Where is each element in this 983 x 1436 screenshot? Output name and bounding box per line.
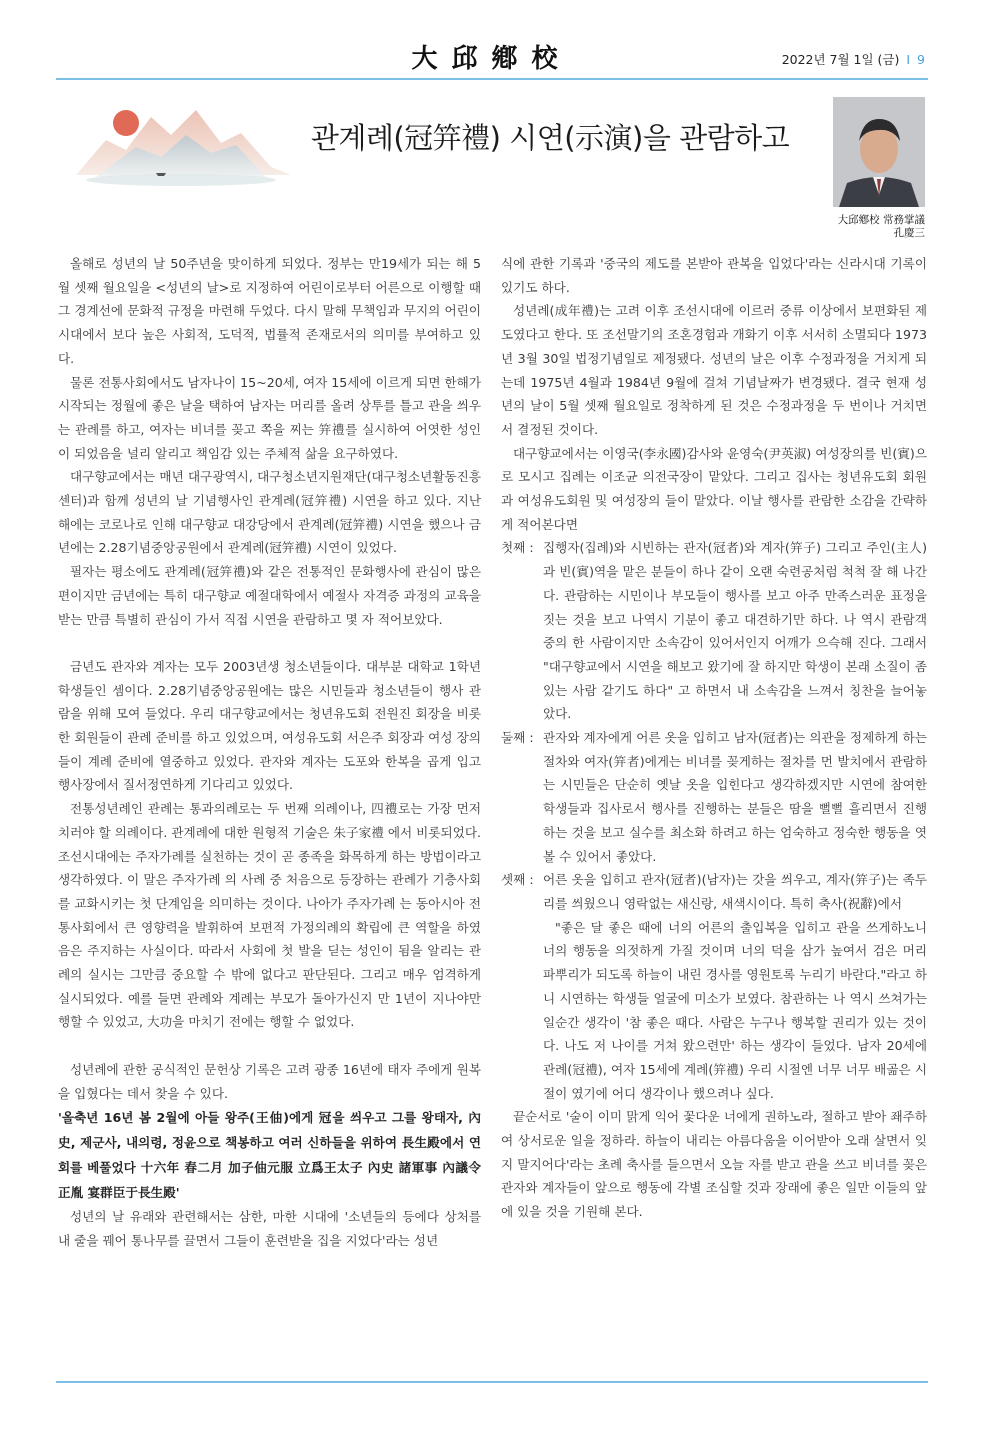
historical-quote: '올축년 16년 봄 2월에 아들 왕주(王伷)에게 冠을 씌우고 그를 왕태자, 內史, 제군사, 내의령, 정윤으로 책봉하고 여러 신하들을 위하여 長生殿에서 연회를 베풀었다 十六年 春二月 加子伷元服 立爲王太子 內史 諸軍事 內議令 正胤 宴群臣于長生殿' — [58, 1110, 481, 1201]
list-item-label: 첫째 : — [501, 540, 534, 556]
issue-date: 2022년 7월 1일 (금) — [781, 52, 900, 67]
list-item-first — [501, 536, 927, 726]
list-item-label: 셋째 : — [501, 872, 534, 888]
list-item-label: 둘째 : — [501, 730, 534, 746]
author-caption — [838, 214, 925, 240]
paragraph: 식에 관한 기록과 '중국의 제도를 본받아 관복을 입었다'라는 신라시대 기록이 있기도 하다. — [501, 256, 927, 295]
list-item-text: 어른 옷을 입히고 관자(冠者)(남자)는 갓을 씌우고, 계자(笄子)는 족두리를 씌웠으니 영락없는 새신랑, 새색시이다. 특히 축사(祝辭)에서 — [543, 872, 927, 911]
page-number: 9 — [917, 52, 925, 67]
blessing-quote: "좋은 달 좋은 때에 너의 어른의 출입복을 입히고 관을 쓰게하노니 너의 행동을 의젓하게 가질 것이며 너의 덕을 삼가 높여서 검은 머리 파뿌리가 되도록 하늘이 내린 경사를 영원토록 누리기 바란다."라고 하니 시연하는 학생들 얼굴에 미소가 보였다. 참관하는 나 역시 쓰쳐가는 일순간 생각이 '참 좋은 때다. 사람은 누구나 행복할 권리가 있는 것이다. 나도 저 나이를 거쳐 왔으련만' 하는 생각이 들었다. 남자 20세에 관례(冠禮), 여자 15세에 계례(笄禮) 우리 시절엔 너무 너무 배곪은 시절이 였기에 어디 생각이나 했으려나 싶다. — [543, 919, 927, 1101]
issue-date-line — [782, 50, 925, 68]
landscape-illustration — [66, 95, 296, 195]
list-item-third — [501, 868, 927, 915]
bottom-rule — [56, 1381, 928, 1383]
list-item-text: 관자와 계자에게 어른 옷을 입히고 남자(冠者)는 의관을 정제하게 하는 절차와 여자(笄者)에게는 비녀를 꽂게하는 절차를 먼 발치에서 관람하는 시민들은 단순히 옛날 옷을 입힌다고 생각하겠지만 시연에 참여한 학생들과 집사로서 행사를 진행하는 분들은 땀을 뻘뻘 흘리면서 진행 하는 것을 보고 실수를 최소화 하려고 하는 엄숙하고 정숙한 행동을 엿볼 수 있어서 좋았다. — [543, 730, 927, 864]
paragraph: 대구향교에서는 매년 대구광역시, 대구청소년지원재단(대구청소년활동진흥센터)과 함께 성년의 날 기념행사인 관계례(冠笄禮) 시연을 하고 있다. 지난 해에는 코로나로 인해 대구향교 대강당에서 관계례(冠笄禮) 시연을 했으나 금년에는 2.28기념중앙공원에서 관계례(冠笄禮) 시연이 있었다. — [58, 469, 481, 556]
newspaper-name: 大邱鄕校 — [411, 44, 572, 74]
author-name: 孔慶三 — [893, 227, 925, 239]
paragraph: 물론 전통사회에서도 남자나이 15~20세, 여자 15세에 이르게 되면 한해가 시작되는 정월에 좋은 날을 택하여 남자는 머리를 올려 상투를 틀고 관을 씌우는 관례를 하고, 여자는 비녀를 꽂고 쪽을 찌는 笄禮를 실시하여 어엿한 성인이 되었음을 널리 알리고 책임감 있는 주체적 삶을 요구하였다. — [58, 374, 481, 461]
article-column-right — [501, 252, 927, 1224]
closing-paragraph: 끝순서로 '술이 이미 맑게 익어 꽃다운 너에게 권하노라, 절하고 받아 좨주하여 상서로운 일을 정하라. 하늘이 내리는 아름다움을 이어받아 오래 살면서 잊지 말지어다'라는 초례 축사를 들으면서 오늘 자를 받고 관을 쓰고 비녀를 꽂은 관자와 계자들이 앞으로 행동에 각별 조심할 것과 장래에 좋은 일만 이들의 앞에 있을 것을 기원해 본다. — [501, 1109, 927, 1220]
paragraph: 대구향교에서는 이영국(李永國)감사와 윤영숙(尹英淑) 여성장의를 빈(賓)으로 모시고 집례는 이조균 의전국장이 맡았다. 그리고 집사는 청년유도회 회원과 여성유도회원 및 여성장의 들이 맡았다. 이날 행사를 관람한 소감을 간략하게 적어본다면 — [501, 445, 927, 532]
author-portrait — [833, 97, 925, 207]
top-rule — [56, 78, 928, 80]
masthead — [0, 0, 983, 80]
paragraph: 성년례에 관한 공식적인 문헌상 기록은 고려 광종 16년에 태자 주에게 원복을 입혔다는 데서 찾을 수 있다. — [58, 1061, 481, 1101]
paragraph: 필자는 평소에도 관계례(冠笄禮)와 같은 전통적인 문화행사에 관심이 많은 편이지만 금년에는 특히 대구향교 예절대학에서 예절사 자격증 과정의 교육을 받는 만큼 특별히 관심이 가서 직접 시연을 관람하고 몇 자 적어보았다. — [58, 564, 481, 627]
paragraph: 전통성년례인 관례는 통과의례로는 두 번째 의례이나, 四禮로는 가장 먼저 치러야 할 의례이다. 관계례에 대한 원형적 기술은 朱子家禮 에서 비롯되었다.조선시대에는 주자가례를 실천하는 것이 곧 종족을 화목하게 하는 방법이라고 생각하였다. 이 말은 주자가례 의 사례 중 처음으로 등장하는 관례가 기층사회를 교화시키는 첫 단계임을 의미하는 것이다. 나아가 주자가례 는 동아시아 전통사회에서 큰 영향력을 발휘하여 보편적 가정의례의 확립에 큰 역할을 하였음은 주지하는 사실이다. 따라서 사회에 첫 발을 딛는 성인이 됨을 알리는 관례의 실시는 그만큼 중요할 수 밖에 없다고 판단된다. 그리고 매우 엄격하게 실시되었다. 예를 들면 관례와 계례는 부모가 돌아가신지 만 1년이 지나야만 행할 수 있었고, 大功을 마치기 전에는 행할 수 없었다. — [58, 801, 481, 1030]
date-separator: I — [906, 52, 911, 67]
article-column-left — [58, 252, 481, 1253]
paragraph: 올해로 성년의 날 50주년을 맞이하게 되었다. 정부는 만19세가 되는 해 5월 셋째 월요일을 <성년의 날>로 지정하여 어린이로부터 어른으로 이행할 때 그 경계선에 문화적 규정을 마련해 두었다. 다시 말해 무책임과 무지의 어린이 시대에서 보다 높은 사회적, 도덕적, 법률적 존재로서의 의미를 부여하고 있다. — [58, 256, 481, 366]
paragraph: 금년도 관자와 계자는 모두 2003년생 청소년들이다. 대부분 대학교 1학년 학생들인 셈이다. 2.28기념중앙공원에는 많은 시민들과 청소년들이 행사 관람을 위해 모여 들었다. 우리 대구향교에서는 청년유도회 전원진 회장을 비롯한 회원들이 관례 준비를 하고 있었으며, 여성유도회 서은주 회장과 여성 장의들이 계례 준비에 열중하고 있었다. 관자와 계자는 도포와 한복을 곱게 입고 행사장에서 질서정연하게 기다리고 있었다. — [58, 658, 481, 793]
article-title: 관계례(冠笄禮) 시연(示演)을 관람하고 — [310, 121, 790, 155]
paragraph: 성년의 날 유래와 관련해서는 삼한, 마한 시대에 '소년들의 등에다 상처를 내 줄을 꿰어 통나무를 끌면서 그들이 훈련받을 집을 지었다'라는 성년 — [58, 1209, 481, 1248]
paragraph: 성년례(成年禮)는 고려 이후 조선시대에 이르러 중류 이상에서 보편화된 제도였다고 한다. 또 조선말기의 조혼경험과 개화기 이후 서서히 소멸되다 1973년 3월 30일 법정기념일로 제정됐다. 성년의 날은 이후 수정과정을 거치게 되는데 1975년 4월과 1984년 9월에 걸쳐 기념날짜가 변경됐다. 결국 현재 성년의 날이 5월 셋째 월요일로 정착하게 된 것은 수정과정을 두 번이나 거치면서 결정된 것이다. — [501, 303, 927, 437]
list-item-second — [501, 726, 927, 868]
sun-icon — [113, 110, 139, 136]
author-affiliation: 大邱鄕校 常務掌議 — [837, 214, 925, 226]
list-item-text: 집행자(집례)와 시빈하는 관자(冠者)와 계자(笄子) 그리고 주인(主人)과 빈(賓)역을 맡은 분들이 하나 같이 오랜 숙련공처럼 척척 잘 해 나간다. 관람하는 시민이나 부모들이 행사를 보고 아주 만족스러운 표정을 짓는 것을 보고 나역시 기분이 좋고 대견하기만 하다. 나 역시 관람객 중의 한 사람이지만 소속감이 있어서인지 어깨가 으슥해 진다. 그래서 "대구향교에서 시연을 해보고 왔기에 잘 하지만 학생이 본래 소질이 좀 있는 사람 같기도 하다" 고 하면서 내 소속감을 느껴서 칭찬을 늘어놓았다. — [543, 540, 927, 722]
